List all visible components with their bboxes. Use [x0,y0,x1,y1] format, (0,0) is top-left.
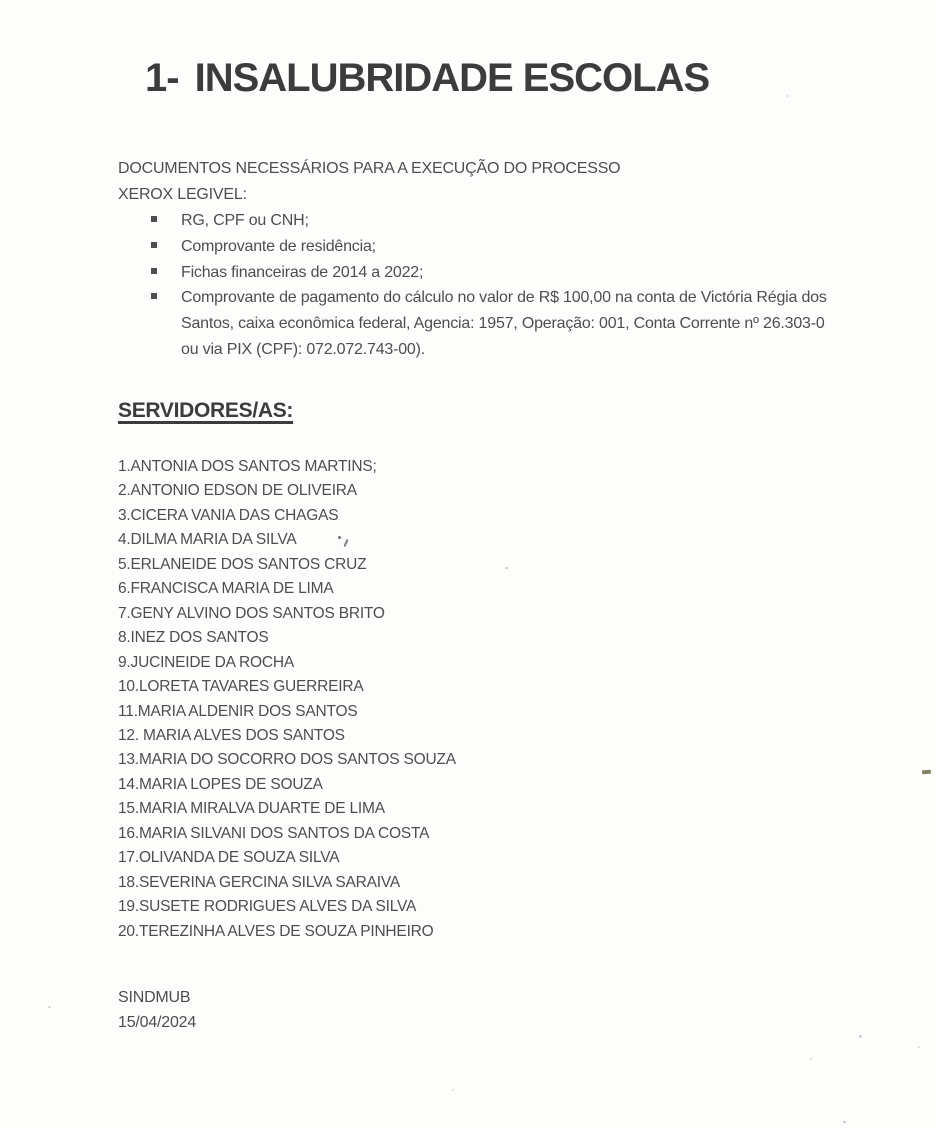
requirements-list [150,208,827,363]
servant-list-item: 2.ANTONIO EDSON DE OLIVEIRA [118,482,357,500]
servant-list-item: 10.LORETA TAVARES GUERREIRA [118,678,364,696]
scan-speck-artifact [786,95,788,97]
servant-list-item: 8.INEZ DOS SANTOS [118,629,269,647]
servant-list-item: 19.SUSETE RODRIGUES ALVES DA SILVA [118,898,417,916]
footer-section [118,985,196,1035]
servant-list-item: 6.FRANCISCA MARIA DE LIMA [118,580,334,598]
servants-heading: SERVIDORES/AS: [118,399,294,422]
document-title [145,58,709,98]
requirement-text: RG, CPF ou CNH; [181,212,309,229]
scan-speck-artifact [505,567,508,569]
requirement-text: Comprovante de residência; [181,237,376,255]
intro-line-xerox: XEROX LEGIVEL: [118,185,247,203]
servant-list-item: 15.MARIA MIRALVA DUARTE DE LIMA [118,800,385,818]
requirement-item [150,234,827,260]
bullet-square-icon [151,216,157,222]
servant-list-item: 12. MARIA ALVES DOS SANTOS [118,726,345,744]
scan-speck-artifact [452,1089,454,1091]
servant-list-item: 5.ERLANEIDE DOS SANTOS CRUZ [118,555,367,573]
intro-section [118,156,620,207]
servant-list-item: 14.MARIA LOPES DE SOUZA [118,775,323,793]
servant-list-item: 4.DILMA MARIA DA SILVA [118,531,297,549]
scan-dash-artifact [922,770,931,775]
servants-list [118,455,456,944]
footer-date: 15/04/2024 [118,1014,197,1031]
servant-list-item: 20.TEREZINHA ALVES DE SOUZA PINHEIRO [118,922,434,940]
servant-list-item: 16.MARIA SILVANI DOS SANTOS DA COSTA [118,824,430,842]
scan-speck-artifact [918,1046,920,1048]
requirement-text-line: Comprovante de pagamento do cálculo no valor de R$ 100,00 na conta de Victória Régia dos [181,289,827,307]
servant-list-item: 13.MARIA DO SOCORRO DOS SANTOS SOUZA [118,751,456,769]
intro-line-documents: DOCUMENTOS NECESSÁRIOS PARA A EXECUÇÃO DO PROCESSO [118,160,621,177]
servant-list-item: 9.JUCINEIDE DA ROCHA [118,653,295,671]
requirement-item [150,285,827,362]
requirement-item [150,260,827,286]
requirement-text: Fichas financeiras de 2014 a 2022; [181,263,424,281]
servant-list-item: 11.MARIA ALDENIR DOS SANTOS [118,702,358,720]
requirement-item [150,208,827,234]
servant-list-item: 7.GENY ALVINO DOS SANTOS BRITO [118,604,385,622]
scan-speck-artifact [843,1121,846,1123]
scan-speck-artifact [48,1006,51,1008]
scan-speck-artifact [810,1058,812,1060]
bullet-square-icon [151,268,157,274]
servant-list-item: 3.CICERA VANIA DAS CHAGAS [118,506,339,524]
bullet-square-icon [151,293,157,299]
scan-speck-artifact [859,1035,862,1038]
requirement-text-line: ou via PIX (CPF): 072.072.743-00). [181,340,425,358]
footer-org: SINDMUB [118,989,191,1006]
servant-list-item: 18.SEVERINA GERCINA SILVA SARAIVA [118,873,400,891]
title-number: 1- [145,56,179,100]
title-text: INSALUBRIDADE ESCOLAS [194,56,710,100]
requirement-text-line: Santos, caixa econômica federal, Agencia: 1957, Operação: 001, Conta Corrente nº 26.303-0 [181,315,825,333]
servant-list-item: 17.OLIVANDA DE SOUZA SILVA [118,849,340,867]
servant-list-item: 1.ANTONIA DOS SANTOS MARTINS; [118,458,377,475]
bullet-square-icon [151,242,157,248]
